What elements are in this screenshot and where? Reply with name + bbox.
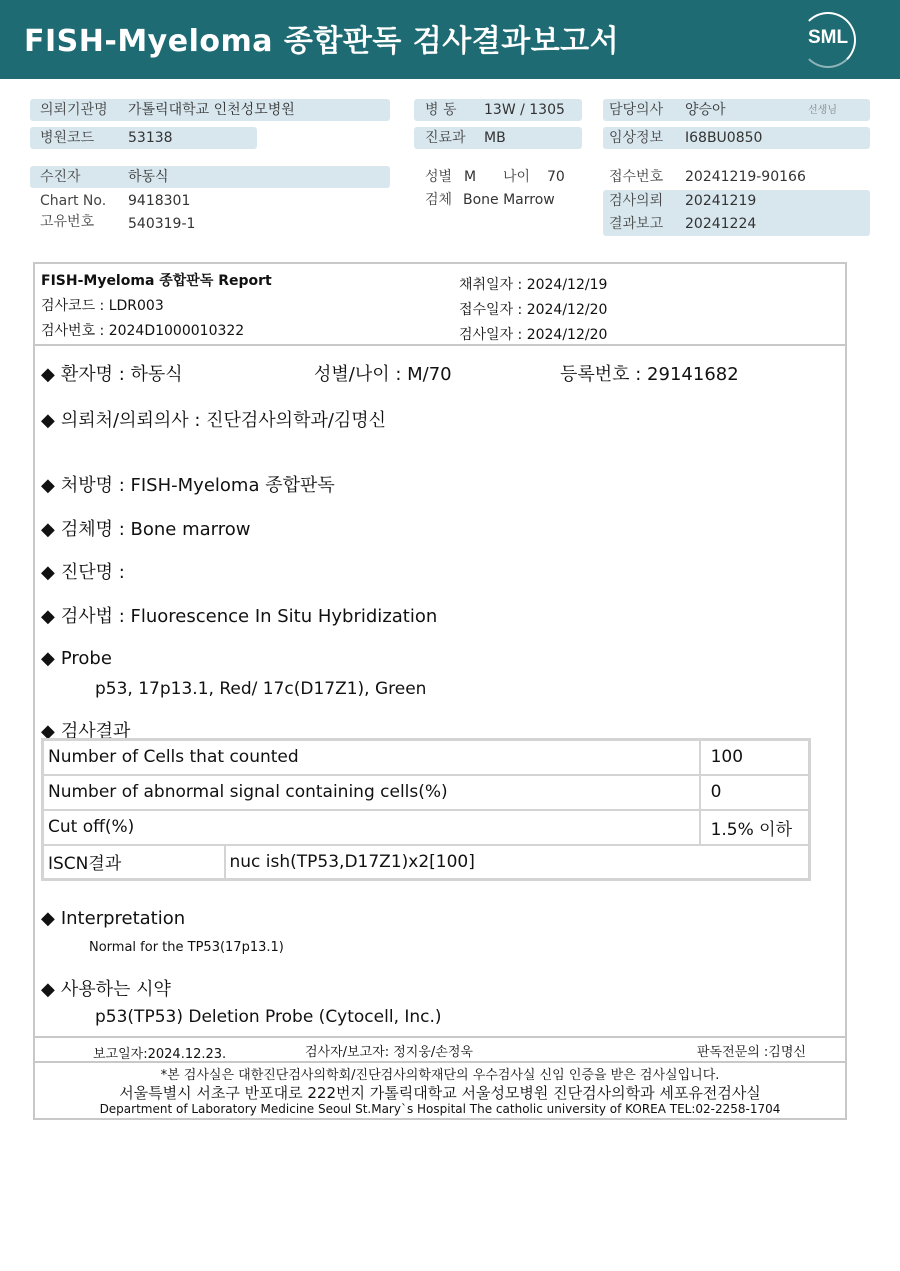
chart-value: 9418301	[128, 193, 191, 209]
report-box	[33, 262, 847, 1120]
diamond-icon: ◆	[41, 410, 55, 431]
unique-value: 540319-1	[128, 216, 196, 232]
table-cell-label: Number of Cells that counted	[43, 740, 700, 775]
table-cell-value: 1.5% 이하	[700, 810, 810, 845]
patient-value: 하동식	[128, 169, 169, 185]
sml-logo	[800, 12, 856, 68]
specimen-value: Bone Marrow	[463, 192, 555, 208]
chart-label: Chart No.	[40, 193, 107, 209]
tester: 검사자/보고자: 정지웅/손정욱	[305, 1045, 473, 1060]
patient-bar	[30, 166, 390, 188]
result-label: 검사결과	[60, 721, 131, 742]
logo-text: SML	[807, 27, 849, 48]
clinical-value: I68BU0850	[685, 130, 763, 146]
diamond-icon: ◆	[41, 721, 55, 742]
clinical-label: 임상정보	[609, 130, 664, 146]
header-bar	[0, 0, 900, 79]
footer-address: 서울특별시 서초구 반포대로 222번지 가톨릭대학교 서울성모병원 진단검사의학과 세포유전검사실	[119, 1084, 761, 1102]
diamond-icon: ◆	[41, 979, 55, 1000]
dept-value: MB	[484, 130, 506, 146]
iscn-value: nuc ish(TP53,D17Z1)x2[100]	[225, 845, 810, 880]
report-label: 결과보고	[609, 216, 664, 232]
diamond-icon: ◆	[41, 562, 55, 583]
iscn-label: ISCN결과	[43, 845, 225, 880]
reagent-label: 사용하는 시약	[60, 979, 171, 1000]
specialist: 판독전문의 :김명신	[697, 1045, 806, 1060]
sex-label: 성별	[425, 169, 453, 185]
test-date: 검사일자 : 2024/12/20	[459, 327, 608, 343]
interp-value: Normal for the TP53(17p13.1)	[89, 940, 284, 955]
doctor-value: 양승아	[685, 102, 726, 118]
method-row	[41, 602, 437, 628]
age-label: 나이	[503, 169, 531, 185]
request-label: 검사의뢰	[609, 193, 664, 209]
specimen-name: 검체명 : Bone marrow	[60, 519, 251, 540]
referring-row	[41, 406, 386, 432]
diamond-icon: ◆	[41, 606, 55, 627]
reagent-row	[41, 975, 171, 1001]
footer-note: *본 검사실은 대한진단검사의학회/진단검사의학재단의 우수검사실 신임 인증을 받은 검사실입니다.	[160, 1068, 720, 1083]
patient-name-row	[41, 360, 183, 386]
diagnosis: 진단명 :	[60, 562, 125, 583]
table-cell-label: Number of abnormal signal containing cells(%)	[43, 775, 700, 810]
probe-value: p53, 17p13.1, Red/ 17c(D17Z1), Green	[95, 679, 427, 699]
page-title: FISH-Myeloma 종합판독 검사결과보고서	[24, 24, 620, 59]
test-code: 검사코드 : LDR003	[41, 298, 164, 314]
ward-value: 13W / 1305	[484, 102, 565, 118]
interp-label: Interpretation	[60, 908, 186, 929]
method: 검사법 : Fluorescence In Situ Hybridization	[60, 606, 438, 627]
footer-english: Department of Laboratory Medicine Seoul St.Mary`s Hospital The catholic university of KOREA TEL:02-2258-1704	[99, 1102, 781, 1116]
table-row	[43, 740, 810, 775]
table-row	[43, 775, 810, 810]
specimen-label: 검체	[425, 192, 453, 208]
collect-date: 채취일자 : 2024/12/19	[459, 277, 608, 293]
table-cell-label: Cut off(%)	[43, 810, 700, 845]
institution-label: 의뢰기관명	[40, 102, 108, 118]
doctor-label: 담당의사	[609, 102, 664, 118]
reg-no: 등록번호 : 29141682	[560, 364, 739, 385]
diamond-icon: ◆	[41, 519, 55, 540]
doctor-suffix: 선생님	[808, 105, 837, 116]
prescription-row	[41, 471, 335, 497]
result-table	[41, 738, 811, 881]
reagent-value: p53(TP53) Deletion Probe (Cytocell, Inc.)	[95, 1007, 442, 1027]
diamond-icon: ◆	[41, 648, 55, 669]
dept-label: 진료과	[425, 130, 466, 146]
diamond-icon: ◆	[41, 908, 55, 929]
unique-label: 고유번호	[40, 214, 95, 230]
referring: 의뢰처/의뢰의사 : 진단검사의학과/김명신	[60, 410, 387, 431]
receipt-no-value: 20241219-90166	[685, 169, 806, 185]
footer-divider-bottom	[35, 1061, 845, 1063]
receipt-date: 접수일자 : 2024/12/20	[459, 302, 608, 318]
probe-label: Probe	[60, 648, 112, 669]
prescription: 처방명 : FISH-Myeloma 종합판독	[60, 475, 335, 496]
receipt-no-label: 접수번호	[609, 169, 664, 185]
report-title: FISH-Myeloma 종합판독 Report	[41, 273, 272, 289]
age-value: 70	[547, 169, 565, 185]
report-value: 20241224	[685, 216, 757, 232]
specimen-row	[41, 515, 250, 541]
hospital-code-label: 병원코드	[40, 130, 95, 146]
diamond-icon: ◆	[41, 475, 55, 496]
table-row	[43, 845, 810, 880]
table-cell-value: 100	[700, 740, 810, 775]
patient-name: 환자명 : 하동식	[60, 364, 183, 385]
interp-row	[41, 908, 185, 929]
patient-label: 수진자	[40, 169, 81, 185]
table-row	[43, 810, 810, 845]
footer-divider-top	[35, 1036, 845, 1038]
probe-row	[41, 648, 112, 669]
hospital-code-value: 53138	[128, 130, 173, 146]
test-number: 검사번호 : 2024D1000010322	[41, 323, 245, 339]
sex-age: 성별/나이 : M/70	[314, 364, 452, 385]
diagnosis-row	[41, 558, 125, 584]
diamond-icon: ◆	[41, 364, 55, 385]
request-value: 20241219	[685, 193, 757, 209]
header-divider	[35, 344, 845, 346]
institution-value: 가톨릭대학교 인천성모병원	[128, 102, 295, 118]
report-date: 보고일자:2024.12.23.	[93, 1047, 227, 1062]
sex-value: M	[464, 169, 477, 185]
table-cell-value: 0	[700, 775, 810, 810]
ward-label: 병 동	[425, 102, 457, 118]
